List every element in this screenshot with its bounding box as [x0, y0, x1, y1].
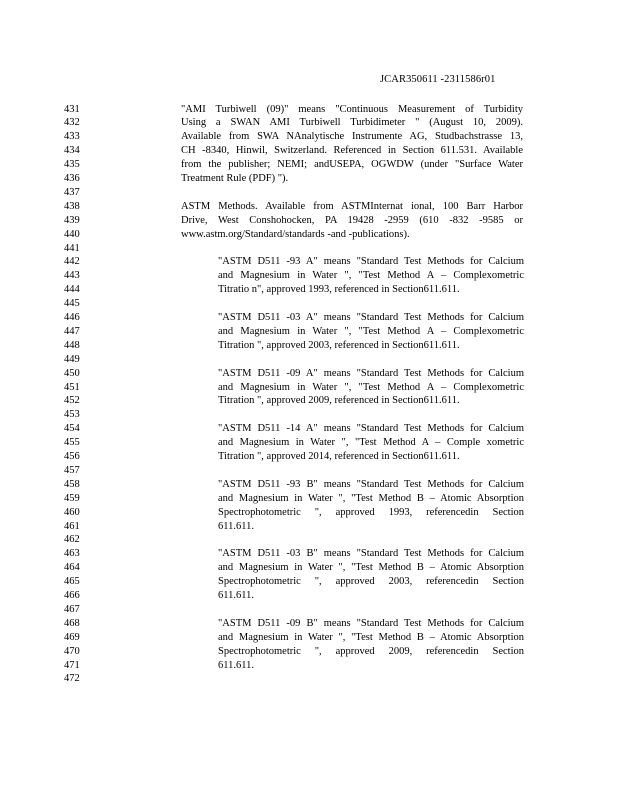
text-line: ASTM Methods. Available from ASTMInternat ional, 100 Barr Harbor	[181, 200, 523, 212]
text-line: and Magnesium in Water ", "Test Method B – Atomic Absorption	[218, 492, 524, 504]
line-number: 442	[64, 256, 80, 268]
text-line: www.astm.org/Standard/standards -and -publications).	[181, 228, 410, 240]
text-line: Spectrophotometric ", approved 1993, referencedin Section	[218, 506, 524, 518]
line-number: 432	[64, 117, 80, 129]
line-number: 468	[64, 617, 80, 629]
text-line: "ASTM D511 -03 A" means "Standard Test Methods for Calcium	[218, 312, 524, 323]
text-line: 611.611.	[218, 520, 254, 532]
line-number: 464	[64, 562, 80, 574]
text-line: Titration ", approved 2003, referenced in Section611.611.	[218, 339, 460, 351]
line-number: 445	[64, 298, 80, 310]
text-line: Titration ", approved 2014, referenced in Section611.611.	[218, 451, 460, 462]
text-line: and Magnesium in Water ", "Test Method A – Comple xometric	[218, 437, 524, 449]
text-line: Using a SWAN AMI Turbiwell Turbidimeter " (August 10, 2009).	[181, 117, 523, 129]
line-number: 467	[64, 603, 80, 615]
line-number: 456	[64, 451, 80, 462]
line-number: 439	[64, 214, 80, 226]
line-number: 455	[64, 437, 80, 449]
text-line: Treatment Rule (PDF) ").	[181, 173, 289, 184]
text-line: "ASTM D511 -93 A" means "Standard Test Methods for Calcium	[218, 256, 524, 268]
text-line: "ASTM D511 -14 A" means "Standard Test Methods for Calcium	[218, 423, 524, 435]
text-line: from the publisher; NEMI; andUSEPA, OGWDW (under "Surface Water	[181, 159, 523, 171]
line-number: 462	[64, 534, 80, 546]
text-line: Spectrophotometric ", approved 2009, referencedin Section	[218, 645, 524, 657]
text-line: and Magnesium in Water ", "Test Method A – Complexometric	[218, 270, 524, 282]
text-line: "AMI Turbiwell (09)" means "Continuous Measurement of Turbidity	[181, 103, 523, 115]
text-line: "ASTM D511 -09 A" means "Standard Test Methods for Calcium	[218, 367, 524, 379]
line-number: 440	[64, 228, 80, 240]
text-line: "ASTM D511 -03 B" means "Standard Test Methods for Calcium	[218, 548, 524, 560]
text-line: Titration ", approved 2009, referenced in Section611.611.	[218, 395, 460, 407]
line-number: 458	[64, 478, 80, 490]
line-number: 446	[64, 312, 80, 323]
text-line: and Magnesium in Water ", "Test Method B – Atomic Absorption	[218, 562, 524, 574]
line-number: 469	[64, 631, 80, 643]
line-number: 443	[64, 270, 80, 282]
line-number: 437	[64, 186, 80, 198]
text-line: Available from SWA NAnalytische Instrumente AG, Studbachstrasse 13,	[181, 131, 523, 143]
text-line: 611.611.	[218, 590, 254, 601]
text-line: and Magnesium in Water ", "Test Method A – Complexometric	[218, 325, 524, 337]
text-line: and Magnesium in Water ", "Test Method B – Atomic Absorption	[218, 631, 524, 643]
line-number: 466	[64, 590, 80, 601]
line-number: 431	[64, 103, 80, 115]
text-line: Titratio n", approved 1993, referenced in Section611.611.	[218, 284, 460, 296]
line-number: 454	[64, 423, 80, 435]
text-line: "ASTM D511 -93 B" means "Standard Test Methods for Calcium	[218, 478, 524, 490]
line-number: 435	[64, 159, 80, 171]
line-number: 441	[64, 242, 80, 254]
text-line: "ASTM D511 -09 B" means "Standard Test Methods for Calcium	[218, 617, 524, 629]
line-number: 463	[64, 548, 80, 560]
line-number: 447	[64, 325, 80, 337]
line-number: 457	[64, 464, 80, 476]
line-number: 438	[64, 200, 80, 212]
text-line: 611.611.	[218, 659, 254, 671]
line-number: 471	[64, 659, 80, 671]
line-number: 452	[64, 395, 80, 407]
line-number: 450	[64, 367, 80, 379]
line-number: 444	[64, 284, 80, 296]
line-number: 436	[64, 173, 80, 184]
line-number: 451	[64, 381, 80, 393]
line-number: 465	[64, 576, 80, 588]
document-id-header: JCAR350611 -2311586r01	[380, 74, 496, 85]
text-line: Drive, West Conshohocken, PA 19428 -2959 (610 -832 -9585 or	[181, 214, 523, 226]
line-number: 449	[64, 353, 80, 365]
text-line: Spectrophotometric ", approved 2003, referencedin Section	[218, 576, 524, 588]
line-number: 460	[64, 506, 80, 518]
line-number: 448	[64, 339, 80, 351]
line-number: 459	[64, 492, 80, 504]
line-number: 453	[64, 409, 80, 421]
line-number: 470	[64, 645, 80, 657]
text-line: and Magnesium in Water ", "Test Method A – Complexometric	[218, 381, 524, 393]
line-number: 434	[64, 145, 80, 157]
line-number: 472	[64, 673, 80, 685]
line-number: 461	[64, 520, 80, 532]
text-line: CH -8340, Hinwil, Switzerland. Referenced in Section 611.531. Available	[181, 145, 523, 157]
line-number: 433	[64, 131, 80, 143]
